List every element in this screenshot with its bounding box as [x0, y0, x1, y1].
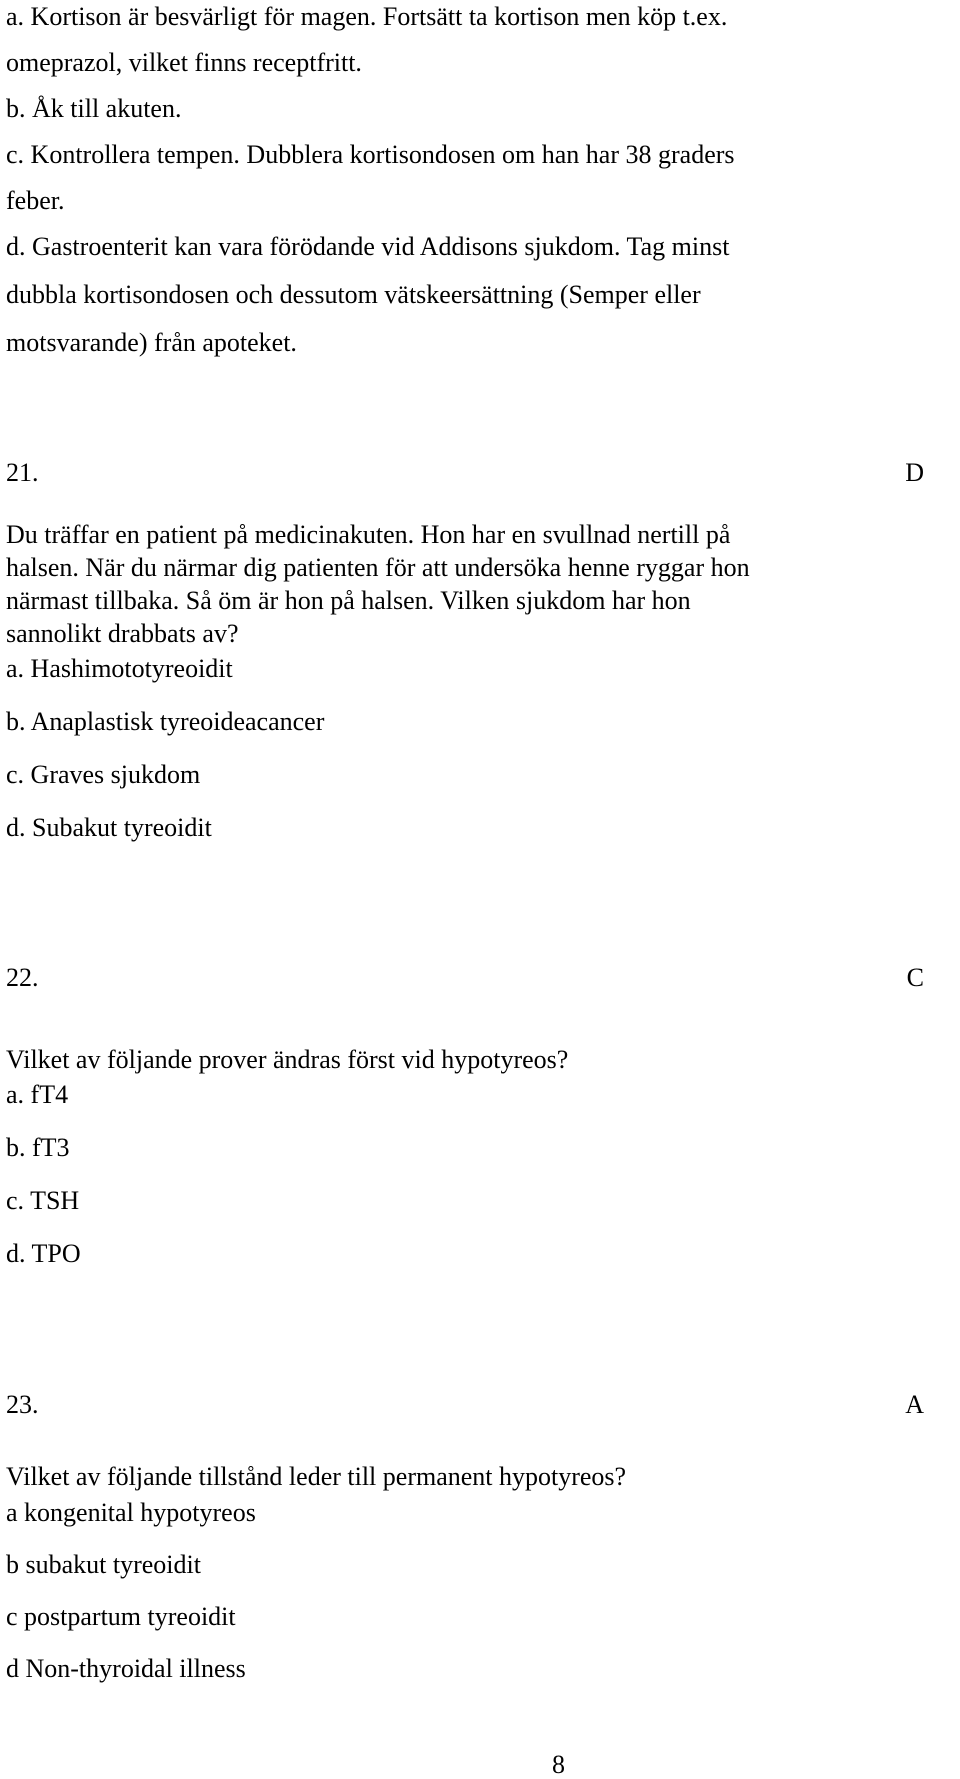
- option-d: d. TPO: [6, 1239, 81, 1268]
- question-stem-line: halsen. När du närmar dig patienten för att undersöka henne ryggar hon: [6, 553, 750, 582]
- prev-option-b-line-1: b. Åk till akuten.: [6, 94, 182, 123]
- answer-key: A: [905, 1390, 924, 1419]
- option-b: b subakut tyreoidit: [6, 1550, 201, 1579]
- answer-key: D: [905, 458, 924, 487]
- option-a: a. Hashimototyreoidit: [6, 654, 233, 683]
- prev-option-d-line-2: dubbla kortisondosen och dessutom vätskeersättning (Semper eller: [6, 280, 701, 309]
- prev-option-a-line-1: a. Kortison är besvärligt för magen. Fortsätt ta kortison men köp t.ex.: [6, 2, 728, 31]
- prev-option-c-line-1: c. Kontrollera tempen. Dubblera kortisondosen om han har 38 graders: [6, 140, 735, 169]
- option-d: d. Subakut tyreoidit: [6, 813, 212, 842]
- option-c: c. TSH: [6, 1186, 80, 1215]
- answer-key: C: [906, 963, 924, 992]
- prev-option-d-line-3: motsvarande) från apoteket.: [6, 328, 297, 357]
- question-stem-line: Du träffar en patient på medicinakuten. Hon har en svullnad nertill på: [6, 520, 731, 549]
- option-a: a kongenital hypotyreos: [6, 1498, 256, 1527]
- question-stem-line: Vilket av följande tillstånd leder till permanent hypotyreos?: [6, 1462, 627, 1491]
- option-a: a. fT4: [6, 1080, 69, 1109]
- question-number: 22.: [6, 963, 39, 992]
- question-stem-line: sannolikt drabbats av?: [6, 619, 239, 648]
- prev-option-a-line-2: omeprazol, vilket finns receptfritt.: [6, 48, 362, 77]
- question-stem-line: Vilket av följande prover ändras först vid hypotyreos?: [6, 1045, 569, 1074]
- page-number: 8: [552, 1750, 565, 1779]
- question-number: 21.: [6, 458, 39, 487]
- prev-option-d-line-1: d. Gastroenterit kan vara förödande vid Addisons sjukdom. Tag minst: [6, 232, 730, 261]
- option-c: c postpartum tyreoidit: [6, 1602, 236, 1631]
- question-stem-line: närmast tillbaka. Så öm är hon på halsen. Vilken sjukdom har hon: [6, 586, 691, 615]
- option-b: b. Anaplastisk tyreoideacancer: [6, 707, 325, 736]
- question-number: 23.: [6, 1390, 39, 1419]
- option-c: c. Graves sjukdom: [6, 760, 201, 789]
- option-d: d Non-thyroidal illness: [6, 1654, 246, 1683]
- prev-option-c-line-2: feber.: [6, 186, 65, 215]
- option-b: b. fT3: [6, 1133, 70, 1162]
